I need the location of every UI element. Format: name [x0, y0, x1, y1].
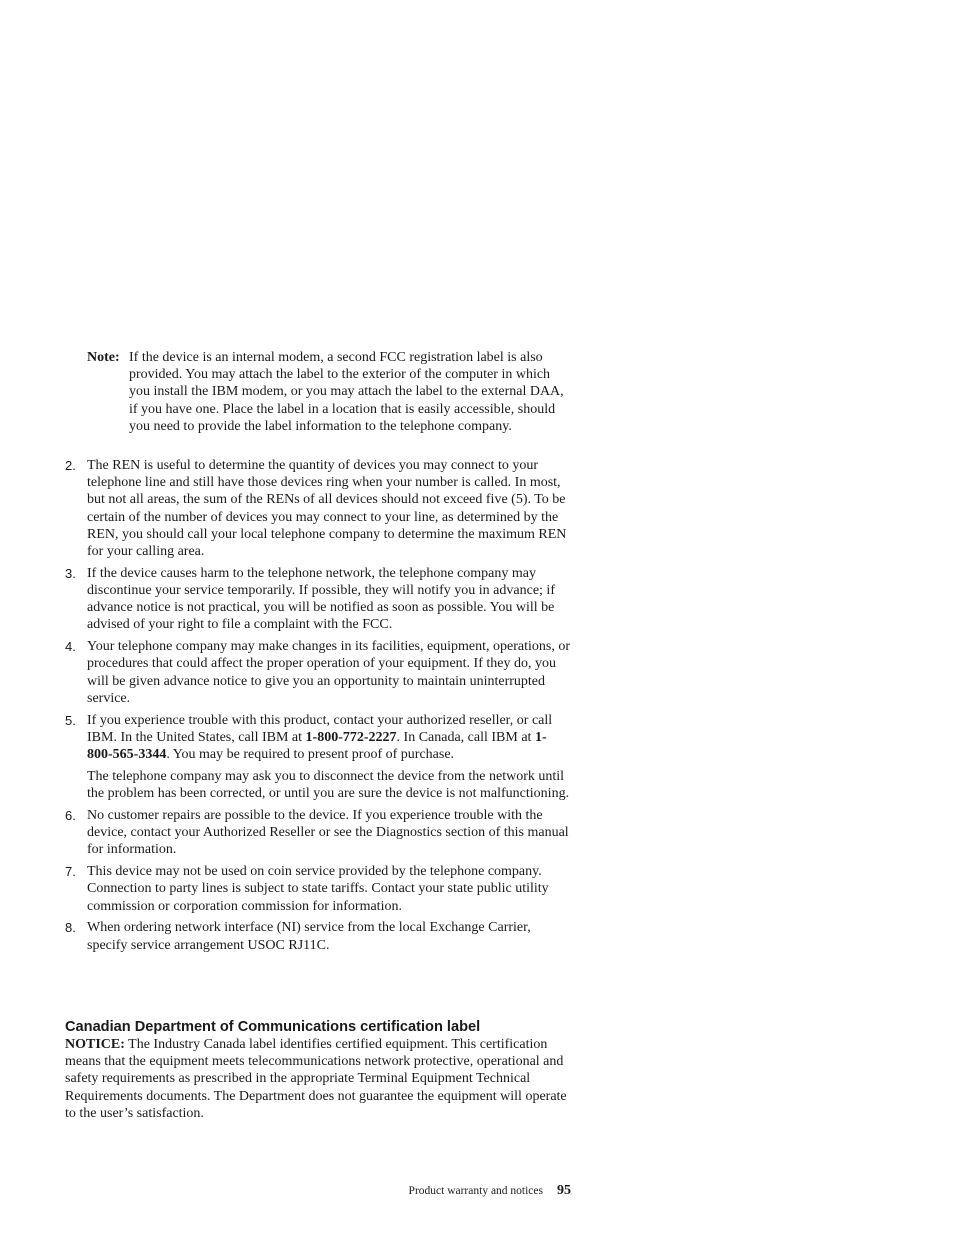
list-item-text: No customer repairs are possible to the device. If you experience trouble with the device, contact your Authorized Reseller or see the Diagnostics section of this manual for information. — [87, 808, 569, 858]
list-item-followup-text: The telephone company may ask you to disconnect the device from the network until the problem has been corrected, or until you are sure the device is not malfunctioning. — [87, 769, 570, 802]
list-item-8 — [65, 919, 572, 953]
list-item-6 — [65, 807, 572, 859]
list-item-text: The REN is useful to determine the quantity of devices you may connect to your telephone line and still have those devices ring when your number is called. In most, but not all areas, the sum of the RENs of all devices should not exceed five (5). To be certain of the number of devices you may connect to your line, as determined by the REN, you should call your local telephone company to determine the maximum REN for your calling area. — [87, 458, 567, 560]
fcc-label-note — [87, 349, 572, 435]
list-item-text: This device may not be used on coin service provided by the telephone company. Connection to party lines is subject to state tariffs. Contact your state public utility commission or corporation commission for information. — [87, 864, 549, 914]
page-footer — [389, 1181, 571, 1199]
footer-title: Product warranty and notices — [408, 1185, 543, 1197]
list-item-number: 4. — [65, 639, 76, 655]
list-item-number: 5. — [65, 712, 76, 728]
list-item-3 — [65, 565, 572, 634]
list-item-number: 3. — [65, 565, 76, 581]
canada-phone-number: 1-800-565-3344 — [87, 729, 547, 763]
list-item-text: Your telephone company may make changes in its facilities, equipment, operations, or procedures that could affect the proper operation of your equipment. If they do, you will be given advance notice to give you an opportunity to maintain uninterrupted service. — [87, 639, 571, 706]
page-number: 95 — [557, 1183, 571, 1198]
list-item-number: 8. — [65, 920, 76, 936]
list-item-text — [87, 712, 572, 764]
note-label: Note: — [87, 350, 120, 365]
text-segment: . In Canada, call IBM at — [396, 729, 535, 745]
list-item-number: 2. — [65, 458, 76, 473]
section-heading: Canadian Department of Communications certification label — [65, 1019, 481, 1035]
notice-label: NOTICE: — [65, 1037, 125, 1052]
list-item-number: 6. — [65, 808, 76, 824]
us-phone-number: 1-800-772-2227 — [305, 729, 397, 745]
list-item-7 — [65, 863, 572, 915]
note-text: If the device is an internal modem, a second FCC registration label is also provided. You may attach the label to the exterior of the computer in which you install the IBM modem, or you may attach the label to the external DAA, if you have one. Place the label in a location that is easily accessible, should you need to provide the label information to the telephone company. — [129, 350, 564, 434]
text-segment: . You may be required to present proof of purchase. — [166, 747, 455, 763]
list-item-5 — [65, 712, 572, 803]
list-item-4 — [65, 638, 572, 707]
list-item-number: 7. — [65, 864, 76, 880]
canadian-certification-section — [65, 1018, 573, 1122]
text-segment: If you experience trouble with this product, contact your authorized reseller, or call IBM. In the United States, call IBM at — [87, 712, 553, 745]
list-item-2 — [65, 457, 572, 560]
fcc-requirements-list — [65, 457, 572, 958]
list-item-text: When ordering network interface (NI) service from the local Exchange Carrier, specify service arrangement USOC RJ11C. — [87, 920, 531, 953]
section-body — [65, 1036, 573, 1122]
notice-text: The Industry Canada label identifies certified equipment. This certification means that the equipment meets telecommunications network protective, operational and safety requirements as prescribed in the appropriate Terminal Equipment Technical Requirements documents. The Department does not guarantee the equipment will operate to the user’s satisfaction. — [65, 1037, 567, 1121]
list-item-text: If the device causes harm to the telephone network, the telephone company may discontinue your service temporarily. If possible, they will notify you in advance; if advance notice is not practical, you will be notified as soon as possible. You will be advised of your right to file a complaint with the FCC. — [87, 565, 555, 633]
